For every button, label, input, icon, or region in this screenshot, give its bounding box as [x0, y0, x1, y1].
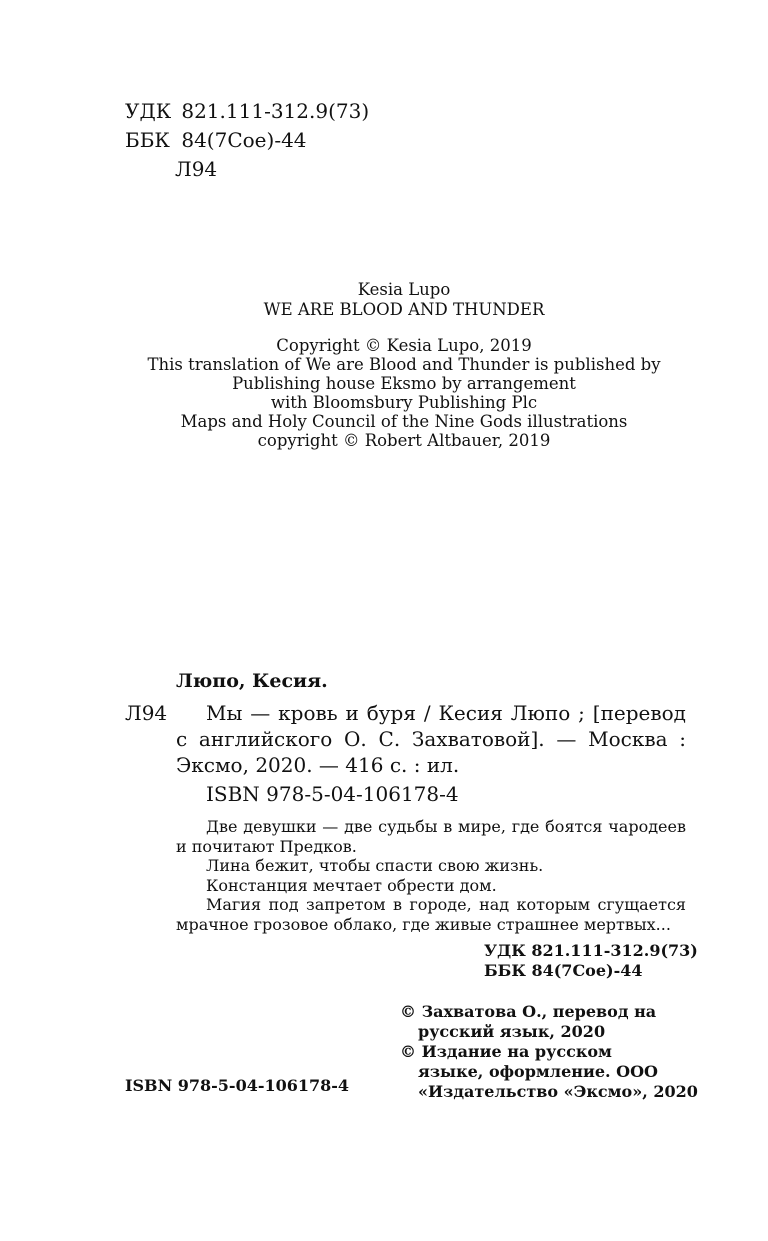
russian-copyright-block: [400, 1002, 698, 1102]
bibliographic-heading: Люпо, Кесия.: [176, 670, 328, 692]
author-mark-top: Л94: [175, 157, 218, 181]
author-mark-bibliographic: Л94: [125, 701, 168, 725]
annotation-paragraph: Констанция мечтает обрести дом.: [206, 875, 497, 895]
russian-copyright-line: языке, оформление. ООО: [418, 1062, 658, 1081]
bbk-label: ББК: [125, 128, 170, 152]
top-classification-block: [125, 97, 369, 184]
isbn-bottom: ISBN 978-5-04-106178-4: [125, 1076, 350, 1095]
bbk-value: 84(7Сое)-44: [181, 128, 307, 152]
udk-label: УДК: [125, 99, 172, 123]
original-title: WE ARE BLOOD AND THUNDER: [263, 300, 545, 319]
bottom-classification-block: [484, 941, 698, 981]
annotation-block: [176, 817, 686, 934]
bbk-bottom: ББК 84(7Сое)-44: [484, 961, 643, 980]
copyright-line: with Bloomsbury Publishing Plc: [270, 393, 538, 412]
russian-copyright-line: «Издательство «Эксмо», 2020: [418, 1082, 698, 1101]
bibliographic-description: [176, 700, 686, 778]
annotation-paragraph: Лина бежит, чтобы спасти свою жизнь.: [206, 856, 544, 875]
isbn-main: ISBN 978-5-04-106178-4: [206, 782, 459, 806]
bbk-row: [125, 126, 369, 155]
udk-value: 821.111-312.9(73): [181, 99, 370, 123]
copyright-line: Publishing house Eksmo by arrangement: [232, 374, 576, 393]
russian-copyright-line: © Захватова О., перевод на: [400, 1002, 657, 1021]
copyright-line: copyright © Robert Altbauer, 2019: [257, 431, 551, 450]
description-text: Мы — кровь и буря / Кесия Люпо ; [перевод с английского О. С. Захватовой]. — Москва : Эксмо, 2020. — 416 с. : ил.: [176, 701, 686, 777]
copyright-line: This translation of We are Blood and Thunder is published by: [147, 355, 661, 374]
original-copyright-block: [0, 336, 768, 450]
russian-copyright-line: © Издание на русском: [400, 1042, 612, 1061]
annotation-paragraph: Магия под запретом в городе, над которым сгущается мрачное грозовое облако, где живые страшнее мертвых...: [176, 895, 686, 934]
copyright-line: Copyright © Kesia Lupo, 2019: [276, 336, 532, 355]
copyright-line: Maps and Holy Council of the Nine Gods illustrations: [180, 412, 628, 431]
udk-row: [125, 97, 369, 126]
annotation-paragraph: Две девушки — две судьбы в мире, где боятся чародеев и почитают Предков.: [176, 817, 686, 856]
russian-copyright-line: русский язык, 2020: [418, 1022, 606, 1041]
udk-bottom: УДК 821.111-312.9(73): [484, 941, 698, 960]
original-author: Kesia Lupo: [357, 280, 451, 299]
